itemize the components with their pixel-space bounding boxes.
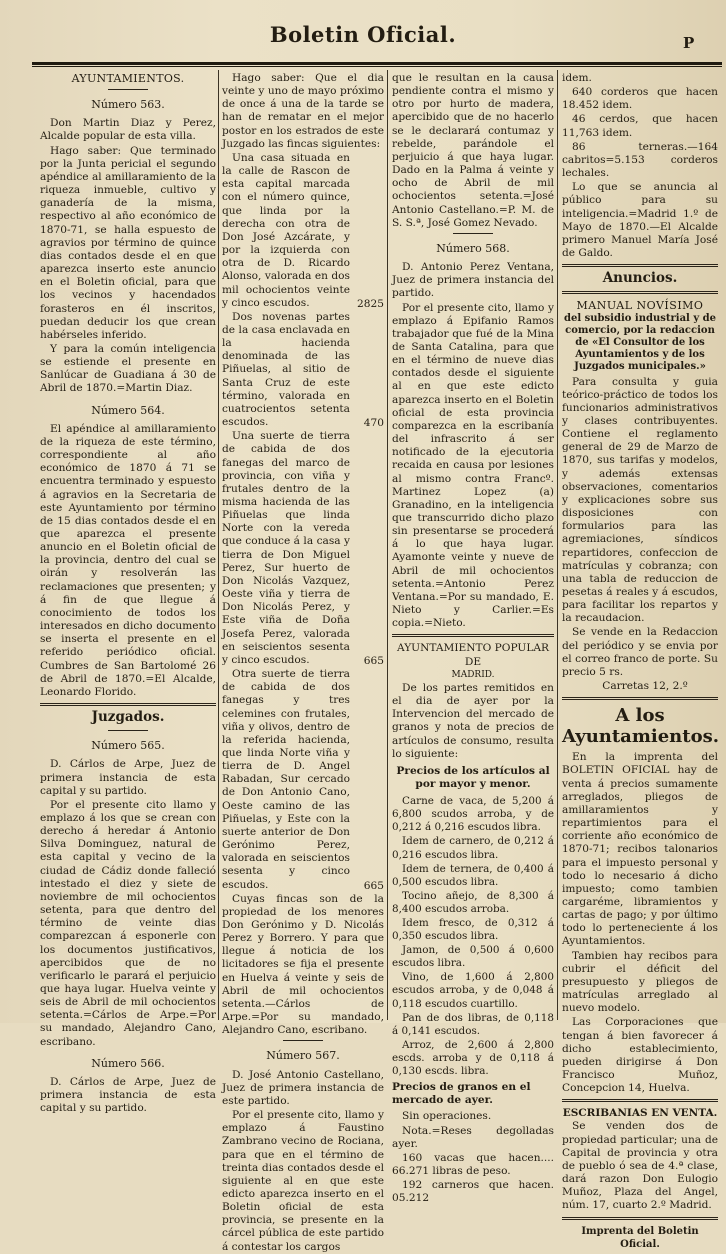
paragraph: Se venden dos de propiedad particular; una de Capital de provincia y otra de pueblo ó sea de 4.ª clase, dará razon Don Eulogio Muñoz, Plaza del Angel, núm. 17, cuarto 2.º Madrid.: [562, 1120, 718, 1212]
divider: [562, 291, 718, 294]
listing-row: [222, 668, 384, 893]
column-1: [40, 72, 216, 1115]
column-divider: [557, 70, 558, 1020]
divider: [453, 233, 493, 234]
paragraph: Por el presente cito llamo y emplazo á los que se crean con derecho á heredar á Antonio Silva Dominguez, natural de esta capital y vecino de la ciudad de Cádiz donde falleció intestado el diez y siete de noviembre de mil ochocientos setenta, para que dentro del término de veinte dias comparezcan á esponerle con los documentos justificativos, apercibidos que de no verificarlo le parará el perjuicio que haya lugar. Huelva veinte y seis de Abril de mil ochocientos setenta.=Cárlos de Arpe.=Por su mandado, Alejandro Cano, escribano.: [40, 798, 216, 1048]
paragraph: Una casa situada en la calle de Rascon de esta capital marcada con el número quince, que linda por la derecha con otra de Don José Azcárate, y por la izquierda con otra de D. Ricardo Alonso, valorada en dos mil ochocientos veinte y cinco escudos.: [222, 151, 350, 309]
paragraph: Sin operaciones.: [402, 1110, 492, 1123]
item-number: Número 564.: [91, 403, 165, 417]
divider: [562, 264, 718, 267]
paragraph: Para consulta y guia teórico-práctico de todos los funcionarios administrativos y clases contribuyentes. Contiene el reglamento general de 29 de Marzo de 1870, sus tarifas y modelos, y además extensas observaciones, comentarios y explicaciones sobre sus disposiciones con formularios para las agremiaciones, síndicos repartidores, confeccion de matrículas y cobranza; con una tabla de reduccion de pesetas á reales y á escudos, para facilitar los repartos y la recaudacion.: [562, 375, 718, 625]
divider: [562, 697, 718, 700]
column-divider: [218, 70, 219, 1020]
masthead-title: Boletin Oficial.: [269, 22, 457, 47]
paragraph: 160 vacas que hacen.... 66.271 libras de peso.: [392, 1151, 554, 1178]
column-2: [222, 72, 384, 1253]
paragraph: Lo que se anuncia al público para su inteligencia.=Madrid 1.º de Mayo de 1870.—El Alcalde primero Manuel María José de Galdo.: [562, 181, 718, 260]
section-heading: AYUNTAMIENTOS.: [71, 72, 185, 85]
item-number: Número 563.: [91, 98, 165, 112]
paragraph: Por el presente cito, llamo y emplazo á Faustino Zambrano vecino de Rociana, para que en el término de treinta dias contados desde el siguiente al en que este edicto aparezca inserto en el Boletin oficial de esta provincia, se presente en la cárcel pública de este partido á contestar los cargos: [222, 1109, 384, 1253]
subsection-heading: Precios de los artículos al por mayor y menor.: [396, 764, 550, 790]
price-item: Idem de carnero, de 0,212 á 0,216 escudos libra.: [392, 835, 554, 861]
listing-row: [222, 311, 384, 430]
paragraph: D. José Antonio Castellano, Juez de primera instancia de este partido.: [222, 1068, 384, 1107]
paragraph: Y para la común inteligencia se estiende el presente en Sanlúcar de Guadiana á 30 de Abril de 1870.=Martin Diaz.: [40, 342, 216, 395]
divider: [392, 634, 554, 637]
paragraph: 86 terneras.—164 cabritos=5.153 corderos lechales.: [562, 140, 718, 180]
price-item: Jamon, de 0,500 á 0,600 escudos libra.: [392, 944, 554, 970]
section-heading: Anuncios.: [602, 270, 678, 287]
paragraph: Las Corporaciones que tengan á bien favorecer á dicho establecimiento, pueden dirigirse á Don Francisco Muñoz, Concepcion 14, Huelva.: [562, 1016, 718, 1095]
column-3: [392, 72, 554, 1205]
price-item: Idem de ternera, de 0,400 á 0,500 escudos libra.: [392, 862, 554, 888]
paragraph: Dos novenas partes de la casa enclavada en la hacienda denominada de las Piñuelas, al sitio de Santa Cruz de este término, valorada en cuatrocientos setenta escudos.: [222, 310, 350, 429]
paragraph: Una suerte de tierra de cabida de dos fanegas del marco de provincia, con viña y frutales dentro de la misma hacienda de las Piñuelas que linda Norte con la vereda que conduce á la casa y tierra de Don Miguel Perez, Sur huerto de Don Nicolás Vazquez, Oeste viña y tierra de Don Nicolás Perez, y Este viña de Doña Josefa Perez, valorada en seiscientos sesenta y cinco escudos.: [222, 430, 350, 666]
advert-subtitle: del subsidio industrial y de comercio, por la redaccion de «El Consultor de los Ayuntamientos y de los Juzgados municipales.»: [564, 312, 716, 372]
subsection-heading: Precios de granos en el mercado de ayer.: [392, 1081, 531, 1107]
amount: 470: [363, 417, 384, 430]
divider: [108, 89, 148, 90]
amount: 2825: [357, 297, 384, 310]
price-item: Tocino añejo, de 8,300 á 8,400 escudos arroba.: [392, 889, 554, 915]
paragraph: De los partes remitidos en el dia de ayer por la Intervencion del mercado de granos y nota de precios de artículos de consumo, resulta lo siguiente:: [392, 681, 554, 760]
paragraph: Por el presente cito, llamo y emplazo á Epifanio Ramos trabajador que fué de la Mina de Santa Catalina, para que en el término de nueve dias contados desde el siguiente al en que este edicto aparezca inserto en el Boletin oficial de esta provincia comparezca en la escribanía del infrascrito á ser notificado de la ejecutoria recaida en causa por lesiones al mismo contra Francº. Martinez Lopez (a) Granadino, en la inteligencia que transcurrido dicho plazo sin presentarse se procederá á lo que haya lugar. Ayamonte veinte y nueve de Abril de mil ochocientos setenta.=Antonio Perez Ventana.=Por su mandado, E. Nieto y Carlier.=Es copia.=Nieto.: [392, 301, 554, 630]
paragraph: Carretas 12, 2.º: [602, 680, 688, 693]
imprint: Imprenta del Boletin Oficial.: [581, 1225, 699, 1250]
divider: [283, 1040, 323, 1041]
price-list: [392, 795, 554, 1078]
header-rule-thin: [32, 66, 722, 67]
paragraph: Don Martin Diaz y Perez, Alcalde popular de esta villa.: [40, 117, 216, 143]
divider: [40, 703, 216, 706]
listing-row: [222, 152, 384, 311]
column-divider: [387, 70, 388, 1020]
paragraph: D. Cárlos de Arpe, Juez de primera instancia de esta capital y su partido.: [40, 758, 216, 797]
price-item: Vino, de 1,600 á 2,800 escudos arroba, y de 0,048 á 0,118 escudos cuartillo.: [392, 971, 554, 1010]
page-mark: P: [683, 34, 695, 52]
paragraph: idem.: [562, 72, 592, 84]
section-heading: ESCRIBANIAS EN VENTA.: [562, 1107, 718, 1120]
divider: [562, 1217, 718, 1220]
item-number: Número 568.: [436, 241, 510, 255]
paragraph: D. Antonio Perez Ventana, Juez de primera instancia del partido.: [392, 261, 554, 300]
price-item: Carne de vaca, de 5,200 á 6,800 scudos arroba, y de 0,212 á 0,216 escudos libra.: [392, 795, 554, 834]
paragraph: Hago saber: Que terminado por la Junta pericial el segundo apéndice al amillaramiento de la riqueza inmueble, cultivo y ganadería de la misma, respectivo al año económico de 1870-71, se halla espuesto de agravios por término de quince dias contados desde el en que aparezca inserto este anuncio en el Boletin oficial, para que los vecinos y hacendados forasteros en él inscritos, puedan deducir los que crean habérseles inferido.: [40, 144, 216, 341]
item-number: Número 567.: [266, 1049, 340, 1063]
listing-row: [222, 430, 384, 668]
paragraph: Se vende en la Redaccion del periódico y se envia por el correo franco de porte. Su precio 5 rs.: [562, 626, 718, 678]
paragraph: 46 cerdos, que hacen 11,763 idem.: [562, 113, 718, 139]
column-4: [562, 72, 719, 1250]
price-item: Arroz, de 2,600 á 2,800 escds. arroba y de 0,118 á 0,130 escds. libra.: [392, 1038, 554, 1077]
paragraph: que le resultan en la causa pendiente contra el mismo y otro por hurto de madera, apercibido que de no hacerlo se le declarará contumaz y rebelde, parándole el perjuicio á que haya lugar. Dado en la Palma á veinte y ocho de Abril de mil ochocientos setenta.=José Antonio Castellano.=P. M. de S. S.ª, José Gomez Nevado.: [392, 72, 554, 229]
paragraph: El apéndice al amillaramiento de la riqueza de este término, correspondiente al año económico de 1870 á 71 se encuentra terminado y espuesto á agravios en la Secretaria de este Ayuntamiento por término de 15 dias contados desde el en que aparezca el presente anuncio en el Boletin oficial de la provincia, dentro del cual se oirán y resolverán las reclamaciones que presenten; y á fin de que llegue á conocimiento de todos los interesados en dicho documento se inserta el presente en el referido periódico oficial. Cumbres de San Bartolomé 26 de Abril de 1870.=El Alcalde, Leonardo Florido.: [40, 422, 216, 698]
advert-title: MANUAL NOVÍSIMO: [576, 299, 704, 313]
header-rule: [32, 62, 722, 65]
section-subheading: MADRID.: [451, 669, 495, 680]
amount: 665: [363, 654, 384, 667]
price-item: Idem fresco, de 0,312 á 0,350 escudos libra.: [392, 916, 554, 943]
price-item: Pan de dos libras, de 0,118 á 0,141 escudos.: [392, 1011, 554, 1037]
paragraph: Tambien hay recibos para cubrir el déficit del presupuesto y pliegos de matrículas arreglado al nuevo modelo.: [562, 949, 718, 1015]
paragraph: Hago saber: Que el dia veinte y uno de mayo próximo de once á una de la tarde se han de rematar en el mejor postor en los estrados de este Juzgado las fincas siguientes:: [222, 72, 384, 150]
item-number: Número 566.: [91, 1056, 165, 1070]
section-heading: A los Ayuntamientos.: [562, 705, 719, 748]
paragraph: Cuyas fincas son de la propiedad de los menores Don Gerónimo y D. Nicolás Perez y Borrero. Y para que llegue á noticia de los licitadores se fija el presente en Huelva á veinte y seis de Abril de mil ochocientos setenta.—Cárlos de Arpe.=Por su mandado, Alejandro Cano, escribano.: [222, 892, 384, 1037]
section-heading: Juzgados.: [91, 709, 165, 726]
paragraph: Otra suerte de tierra de cabida de dos fanegas y tres celemines con frutales, viña y olivos, dentro de la referida hacienda, que linda Norte viña y tierra de D. Angel Rabadan, Sur cercado de Don Antonio Cano, Oeste camino de las Piñuelas, y Este con la suerte anterior de Don Gerónimo Perez, valorada en seiscientos sesenta y cinco escudos.: [222, 668, 350, 891]
item-number: Número 565.: [91, 739, 165, 753]
paragraph: Nota.=Reses degolladas ayer.: [392, 1124, 554, 1150]
divider: [562, 1099, 718, 1102]
paragraph: En la imprenta del BOLETIN OFICIAL hay de venta á precios sumamente arreglados, pliegos de amillaramientos y repartimientos para el corriente año económico de 1870-71; recibos talonarios para el impuesto personal y todo lo necesario á dicho impuesto; como tambien cargaréme, libramientos y cartas de pago; y por último todo lo perteneciente á los Ayuntamientos.: [562, 751, 718, 948]
section-heading: AYUNTAMIENTO POPULAR DE: [396, 642, 550, 668]
paragraph: 192 carneros que hacen. 05.212: [392, 1179, 554, 1205]
divider: [108, 730, 148, 731]
paragraph: D. Cárlos de Arpe, Juez de primera instancia de esta capital y su partido.: [40, 1075, 216, 1115]
paragraph: 640 corderos que hacen 18.452 idem.: [562, 86, 718, 112]
amount: 665: [363, 879, 384, 892]
